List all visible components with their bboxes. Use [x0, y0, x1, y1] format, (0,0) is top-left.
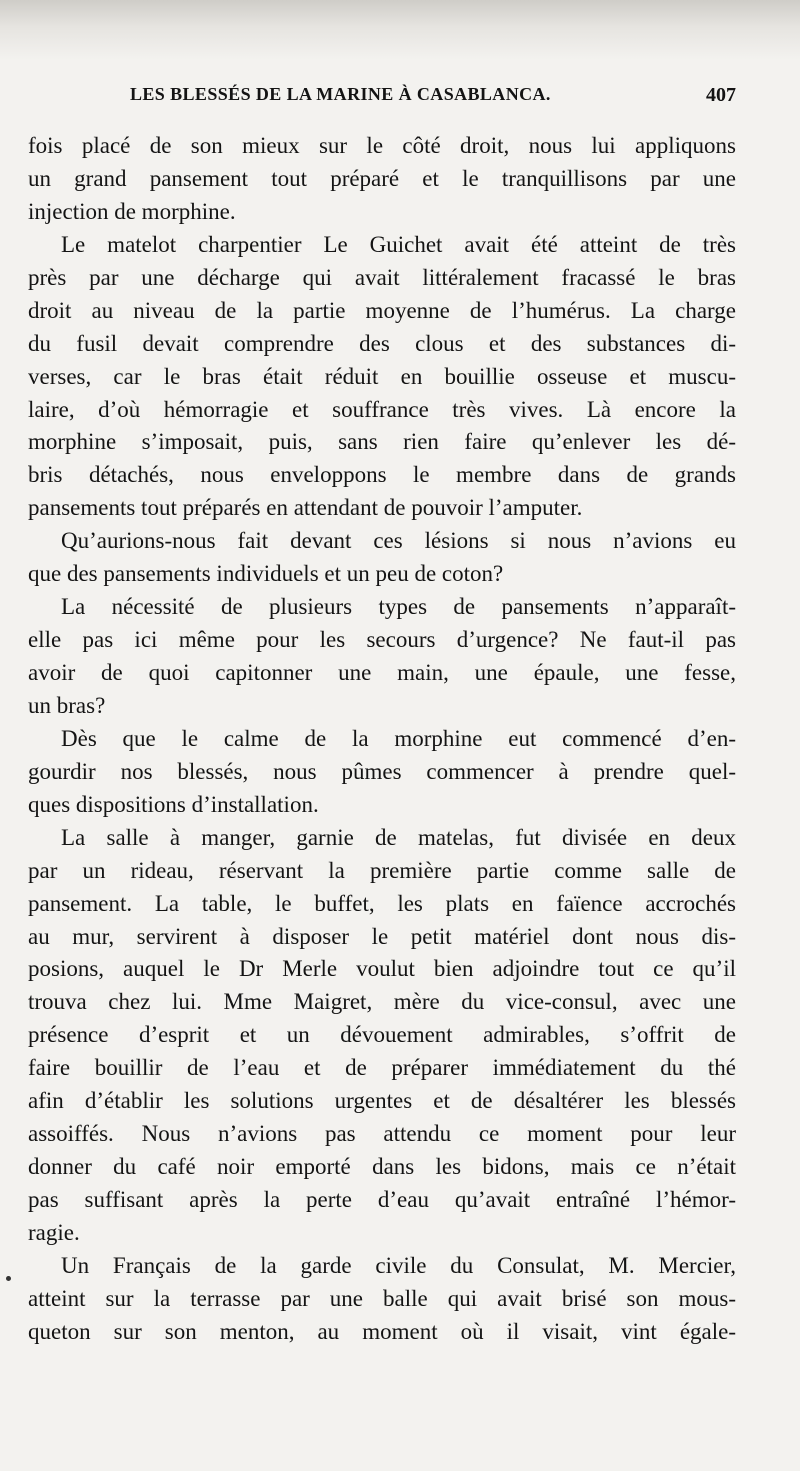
text-line: pansements tout préparés en attendant de pouvoir l’amputer.	[28, 495, 583, 521]
text-line: afin d’établir les solutions urgentes et de désaltérer les blessés	[28, 1088, 736, 1114]
text-line: au mur, servirent à disposer le petit matériel dont nous dis-	[28, 923, 736, 949]
running-head	[28, 84, 736, 118]
text-line: La nécessité de plusieurs types de pansements n’apparaît-	[61, 594, 736, 620]
text-line: verses, car le bras était réduit en bouillie osseuse et muscu-	[28, 363, 736, 389]
text-line: pansement. La table, le buffet, les plats en faïence accrochés	[28, 890, 736, 916]
text-line: atteint sur la terrasse par une balle qui avait brisé son mous-	[28, 1285, 736, 1311]
body-text	[28, 130, 736, 1349]
text-line: injection de morphine.	[28, 198, 236, 224]
text-line: Le matelot charpentier Le Guichet avait été atteint de très	[61, 231, 736, 257]
text-line: fois placé de son mieux sur le côté droit, nous lui appliquons	[28, 133, 736, 158]
text-line: un bras?	[28, 692, 106, 718]
text-line: bris détachés, nous enveloppons le membre dans de grands	[28, 462, 736, 488]
text-line: droit au niveau de la partie moyenne de l’humérus. La charge	[28, 297, 736, 323]
text-line: elle pas ici même pour les secours d’urgence? Ne faut-il pas	[28, 627, 736, 653]
scan-edge-shadow	[0, 0, 800, 60]
text-line: La salle à manger, garnie de matelas, fut divisée en deux	[61, 824, 736, 850]
page-number: 407	[706, 84, 736, 106]
text-line: donner du café noir emporté dans les bidons, mais ce n’était	[28, 1154, 736, 1180]
text-line: assoiffés. Nous n’avions pas attendu ce moment pour leur	[28, 1121, 736, 1147]
margin-mark	[6, 1276, 11, 1281]
text-line: queton sur son menton, au moment où il visait, vint égale-	[28, 1318, 736, 1344]
text-line: Qu’aurions-nous fait devant ces lésions si nous n’avions eu	[61, 528, 736, 554]
text-line: avoir de quoi capitonner une main, une épaule, une fesse,	[28, 660, 736, 685]
text-line: présence d’esprit et un dévouement admirables, s’offrit de	[28, 1022, 736, 1048]
text-line: posions, auquel le Dr Merle voulut bien adjoindre tout ce qu’il	[28, 956, 736, 982]
text-line: un grand pansement tout préparé et le tranquillisons par une	[28, 165, 736, 191]
text-line: pas suffisant après la perte d’eau qu’avait entraîné l’hémor-	[28, 1187, 736, 1212]
text-line: ques dispositions d’installation.	[28, 791, 319, 817]
text-line: trouva chez lui. Mme Maigret, mère du vice-consul, avec une	[28, 989, 736, 1015]
running-title: LES BLESSÉS DE LA MARINE À CASABLANCA.	[130, 84, 551, 104]
text-line: morphine s’imposait, puis, sans rien faire qu’enlever les dé-	[28, 429, 736, 455]
text-line: Dès que le calme de la morphine eut commencé d’en-	[61, 725, 736, 751]
text-line: du fusil devait comprendre des clous et des substances di-	[28, 330, 736, 356]
text-line: près par une décharge qui avait littéralement fracassé le bras	[28, 264, 736, 290]
text-line: que des pansements individuels et un peu de coton?	[28, 561, 504, 587]
text-line: faire bouillir de l’eau et de préparer immédiatement du thé	[28, 1055, 736, 1081]
text-line: par un rideau, réservant la première partie comme salle de	[28, 857, 736, 883]
text-line: ragie.	[28, 1219, 80, 1245]
text-line: Un Français de la garde civile du Consulat, M. Mercier,	[61, 1252, 736, 1278]
text-line: gourdir nos blessés, nous pûmes commencer à prendre quel-	[28, 758, 736, 784]
text-line: laire, d’où hémorragie et souffrance très vives. Là encore la	[28, 396, 736, 422]
